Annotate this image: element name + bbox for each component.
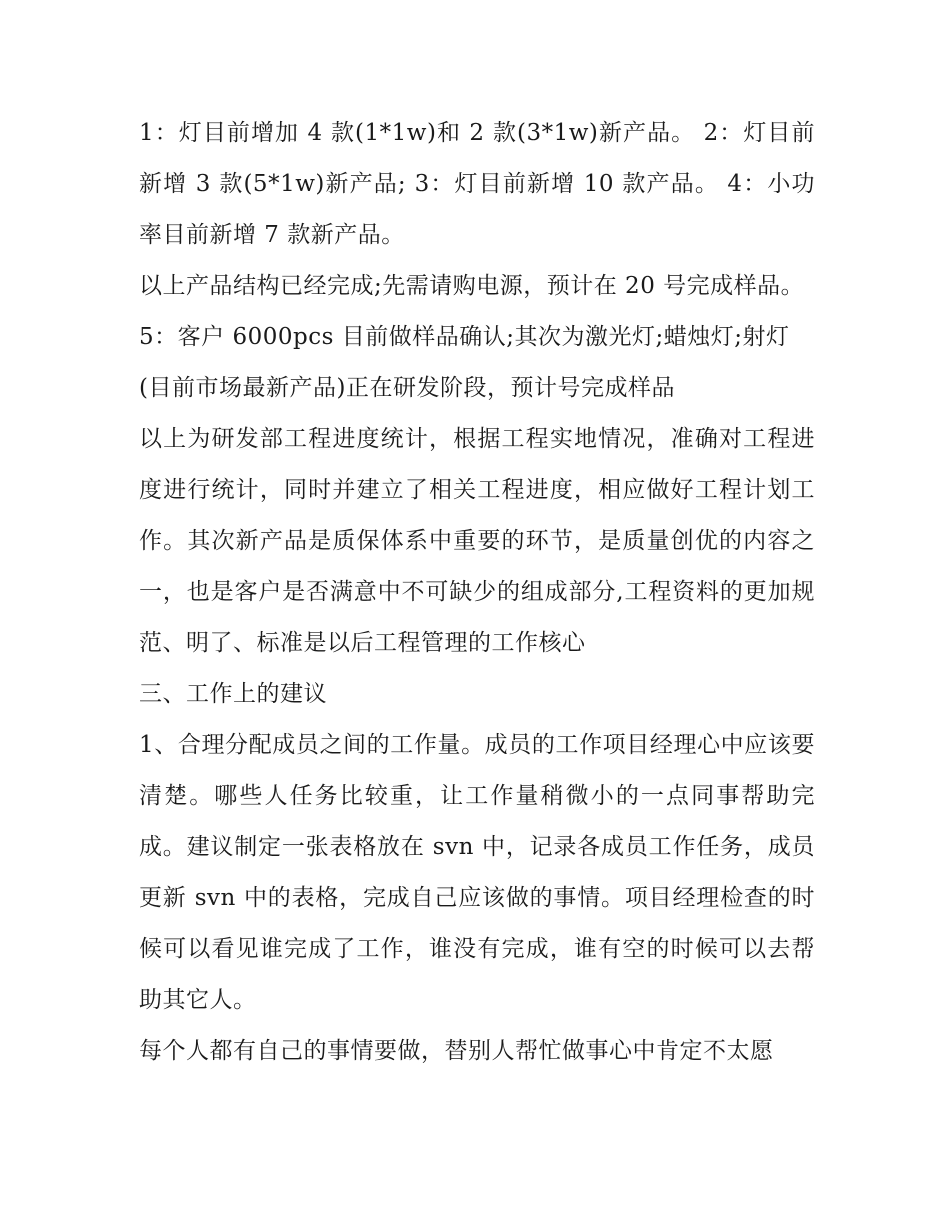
paragraph-helping-others: 每个人都有自己的事情要做，替别人帮忙做事心中肯定不太愿 xyxy=(139,1038,774,1064)
document-body xyxy=(139,108,815,1077)
paragraph-progress-summary: 以上为研发部工程进度统计，根据工程实地情况，准确对工程进度进行统计，同时并建立了相关工程进度，相应做好工程计划工作。其次新产品是质保体系中重要的环节，是质量创优的内容之一，也是客户是否满意中不可缺少的组成部分,工程资料的更加规范、明了、标准是以后工程管理的工作核心 xyxy=(139,426,815,656)
paragraph-workload-allocation: 1、合理分配成员之间的工作量。成员的工作项目经理心中应该要清楚。哪些人任务比较重，让工作量稍微小的一点同事帮助完成。建议制定一张表格放在 svn 中，记录各成员工作任务，成员更新 svn 中的表格，完成自己应该做的事情。项目经理检查的时候可以看见谁完成了工作，谁没有完成，谁有空的时候可以去帮助其它人。 xyxy=(139,732,815,1013)
section-heading-work-suggestions: 三、工作上的建议 xyxy=(139,681,327,707)
paragraph-customer-samples: 5：客户 6000pcs 目前做样品确认;其次为激光灯;蜡烛灯;射灯(目前市场最新产品)正在研发阶段，预计号完成样品 xyxy=(139,324,790,401)
paragraph-new-products: 1：灯目前增加 4 款(1*1w)和 2 款(3*1w)新产品。 2：灯目前新增 3 款(5*1w)新产品; 3：灯目前新增 10 款产品。 4：小功率目前新增 7 款新产品。 xyxy=(139,120,815,248)
paragraph-structure-status: 以上产品结构已经完成;先需请购电源，预计在 20 号完成样品。 xyxy=(139,273,805,299)
